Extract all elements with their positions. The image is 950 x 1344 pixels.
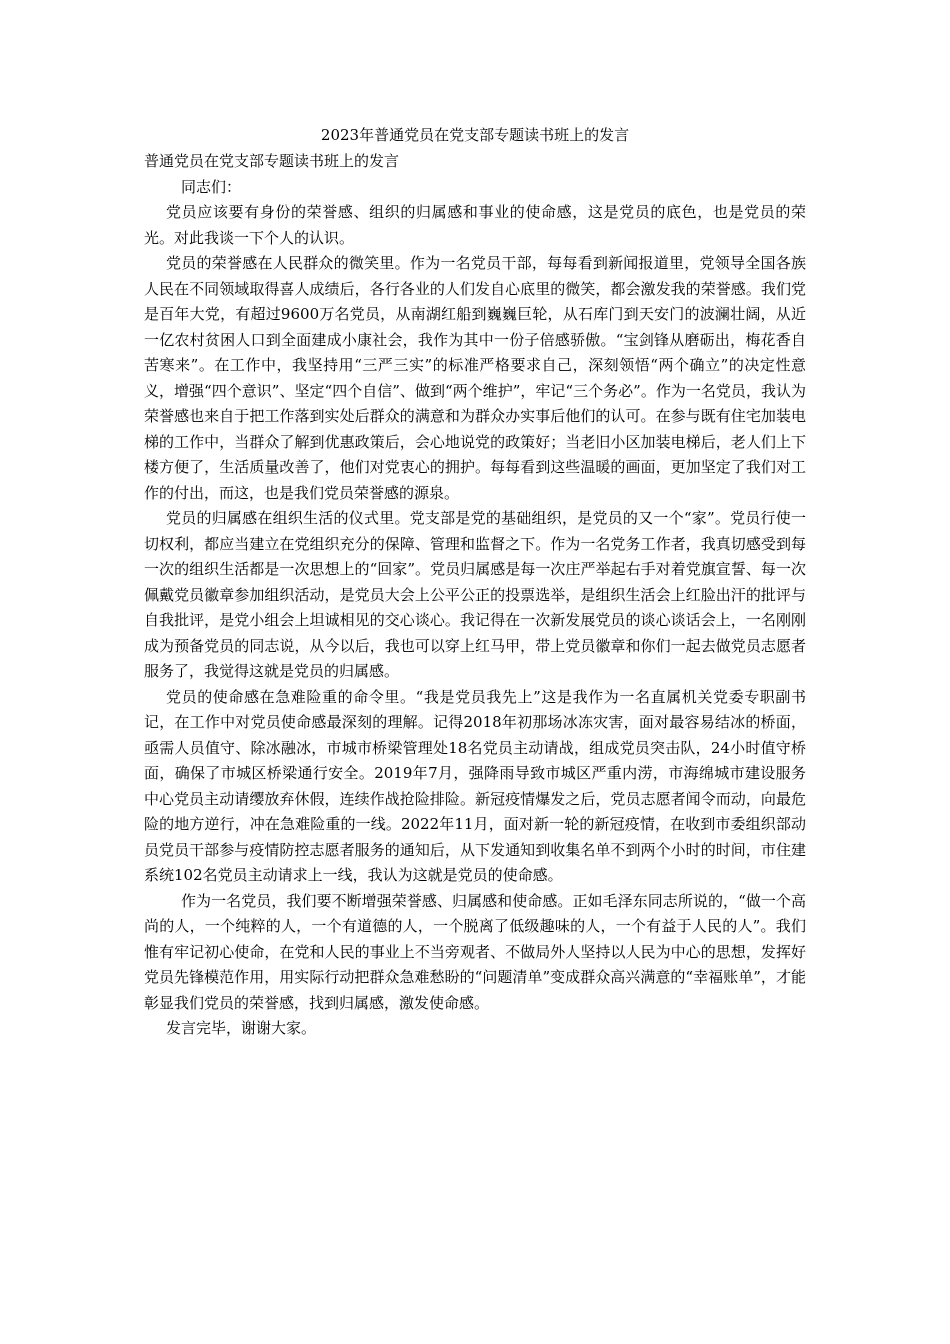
salutation: 同志们： bbox=[181, 178, 242, 196]
paragraph-mission: 党员的使命感在急难险重的命令里。“我是党员我先上”这是我作为一名直属机关党委专职副书记，在工作中对党员使命感最深刻的理解。记得2018年初那场冰冻灾害，面对最容易结冰的桥面，亟需人员值守、除冰融冰，市城市桥梁管理处18名党员主动请战，组成党员突击队，24小时值守桥面，确保了市城区桥梁通行安全。2019年7月，强降雨导致市城区严重内涝，市海绵城市建设服务中心党员主动请缨放弃休假，连续作战抢险排险。新冠疫情爆发之后，党员志愿者闻令而动，向最危险的地方逆行，冲在急难险重的一线。2022年11月，面对新一轮的新冠疫情，在收到市委组织部动员党员干部参与疫情防控志愿者服务的通知后，从下发通知到收集名单不到两个小时的时间，市住建系统102名党员主动请求上一线，我认为这就是党员的使命感。 bbox=[144, 687, 806, 884]
paragraph-conclusion: 作为一名党员，我们要不断增强荣誉感、归属感和使命感。正如毛泽东同志所说的，“做一个高尚的人，一个纯粹的人，一个有道德的人，一个脱离了低级趣味的人，一个有益于人民的人”。我们惟有牢记初心使命，在党和人民的事业上不当旁观者、不做局外人坚持以人民为中心的思想，发挥好党员先锋模范作用，用实际行动把群众急难愁盼的“问题清单”变成群众高兴满意的“幸福账单”，才能彰显我们党员的荣誉感，找到归属感，激发使命感。 bbox=[144, 891, 806, 1012]
paragraph-closing: 发言完毕，谢谢大家。 bbox=[166, 1019, 317, 1037]
document-page bbox=[144, 122, 806, 1042]
paragraph-honor: 党员的荣誉感在人民群众的微笑里。作为一名党员干部，每每看到新闻报道里，党领导全国各族人民在不同领域取得喜人成绩后，各行各业的人们发自心底里的微笑，都会激发我的荣誉感。我们党是百年大党，有超过9600万名党员，从南湖红船到巍巍巨轮，从石库门到天安门的波澜壮阔，从近一亿农村贫困人口到全面建成小康社会，我作为其中一份子倍感骄傲。“宝剑锋从磨砺出，梅花香自苦寒来”。在工作中，我坚持用“三严三实”的标准严格要求自己，深刻领悟“两个确立”的决定性意义，增强“四个意识”、坚定“四个自信”、做到“两个维护”，牢记“三个务必”。作为一名党员，我认为荣誉感也来自于把工作落到实处后群众的满意和为群众办实事后他们的认可。在参与既有住宅加装电梯的工作中，当群众了解到优惠政策后，会心地说党的政策好；当老旧小区加装电梯后，老人们上下楼方便了，生活质量改善了，他们对党衷心的拥护。每每看到这些温暖的画面，更加坚定了我们对工作的付出，而这，也是我们党员荣誉感的源泉。 bbox=[144, 254, 806, 502]
document-title: 2023年普通党员在党支部专题读书班上的发言 bbox=[320, 126, 630, 144]
document-subtitle: 普通党员在党支部专题读书班上的发言 bbox=[144, 152, 400, 170]
paragraph-belonging: 党员的归属感在组织生活的仪式里。党支部是党的基础组织，是党员的又一个“家”。党员行使一切权利，都应当建立在党组织充分的保障、管理和监督之下。作为一名党务工作者，我真切感受到每一次的组织生活都是一次思想上的“回家”。党员归属感是每一次庄严举起右手对着党旗宣誓、每一次佩戴党员徽章参加组织活动，是党员大会上公平公正的投票选举，是组织生活会上红脸出汗的批评与自我批评，是党小组会上坦诚相见的交心谈心。我记得在一次新发展党员的谈心谈话会上，一名刚刚成为预备党员的同志说，从今以后，我也可以穿上红马甲，带上党员徽章和你们一起去做党员志愿者服务了，我觉得这就是党员的归属感。 bbox=[144, 509, 806, 680]
paragraph-intro: 党员应该要有身份的荣誉感、组织的归属感和事业的使命感，这是党员的底色，也是党员的荣光。对此我谈一下个人的认识。 bbox=[144, 203, 806, 247]
